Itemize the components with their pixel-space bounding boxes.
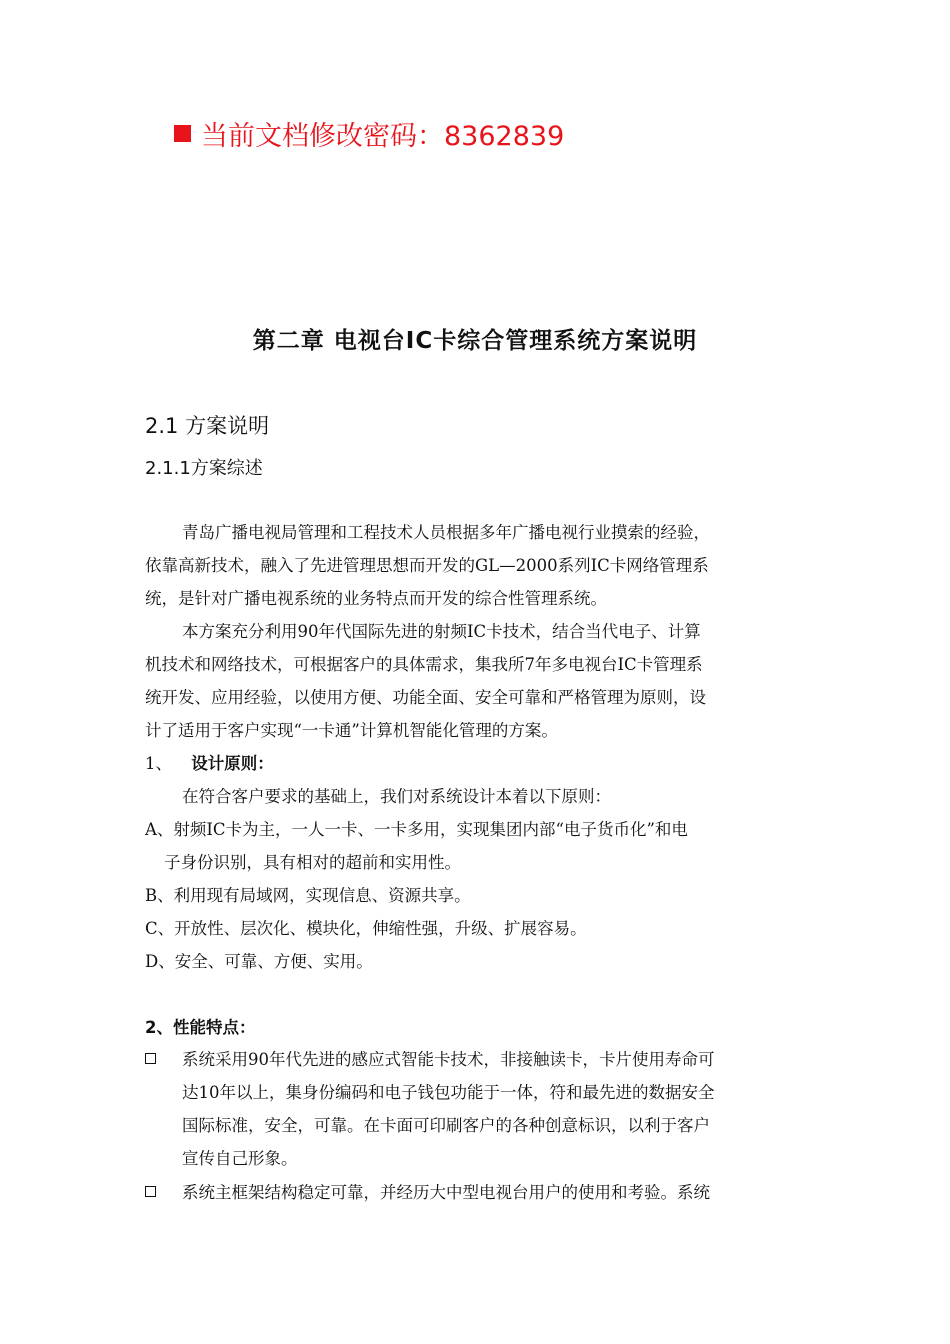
paragraph-line: 依靠高新技术，融入了先进管理思想而开发的GL—2000系列IC卡网络管理系	[145, 556, 709, 575]
bullet-line: 达10年以上，集身份编码和电子钱包功能于一体，符和最先进的数据安全	[182, 1083, 715, 1102]
design-principles-heading: 设计原则：	[191, 754, 274, 773]
performance-bullet-1	[182, 1043, 715, 1175]
design-principles-intro: 在符合客户要求的基础上，我们对系统设计本着以下原则：	[182, 787, 611, 806]
paragraph-line: 机技术和网络技术，可根据客户的具体需求，集我所7年多电视台IC卡管理系	[145, 655, 703, 674]
bullet-line: 系统采用90年代先进的感应式智能卡技术，非接触读卡，卡片使用寿命可	[182, 1050, 715, 1069]
bullet-line: 宣传自己形象。	[182, 1149, 298, 1168]
paragraph-line: 青岛广播电视局管理和工程技术人员根据多年广播电视行业摸索的经验，	[182, 523, 710, 542]
paragraph-overview-1	[145, 516, 710, 615]
performance-bullet-2	[182, 1176, 710, 1209]
performance-heading: 2、性能特点：	[145, 1018, 256, 1037]
design-principles-number: 1、	[145, 754, 172, 773]
red-square-icon	[174, 125, 191, 142]
password-notice	[174, 114, 564, 153]
paragraph-line: 计了适用于客户实现“一卡通”计算机智能化管理的方案。	[145, 721, 558, 740]
paragraph-line: 统开发、应用经验，以使用方便、功能全面、安全可靠和严格管理为原则，设	[145, 688, 706, 707]
chapter-title: 第二章 电视台IC卡综合管理系统方案说明	[252, 328, 698, 354]
section-heading: 2.1 方案说明	[145, 414, 270, 438]
paragraph-line: 统，是针对广播电视系统的业务特点而开发的综合性管理系统。	[145, 589, 607, 608]
paragraph-line: 本方案充分利用90年代国际先进的射频IC卡技术，结合当代电子、计算	[182, 622, 701, 641]
password-notice-text: 当前文档修改密码：8362839	[201, 121, 565, 152]
checkbox-bullet-icon	[145, 1053, 156, 1064]
principle-item-b: B、利用现有局域网，实现信息、资源共享。	[145, 886, 471, 905]
principle-item-c: C、开放性、层次化、模块化，伸缩性强，升级、扩展容易。	[145, 919, 587, 938]
principle-item-d: D、安全、可靠、方便、实用。	[145, 952, 373, 971]
principle-item-a-continued: 子身份识别，具有相对的超前和实用性。	[164, 853, 461, 872]
principle-item-a: A、射频IC卡为主，一人一卡、一卡多用，实现集团内部“电子货币化”和电	[145, 820, 688, 839]
design-principles-heading-line	[145, 747, 688, 780]
design-principles	[145, 747, 688, 978]
subsection-heading: 2.1.1方案综述	[145, 458, 263, 479]
checkbox-bullet-icon	[145, 1186, 156, 1197]
bullet-line: 系统主框架结构稳定可靠，并经历大中型电视台用户的使用和考验。系统	[182, 1183, 710, 1202]
paragraph-overview-2	[145, 615, 706, 747]
bullet-line: 国际标准，安全，可靠。在卡面可印刷客户的各种创意标识，以利于客户	[182, 1116, 710, 1135]
